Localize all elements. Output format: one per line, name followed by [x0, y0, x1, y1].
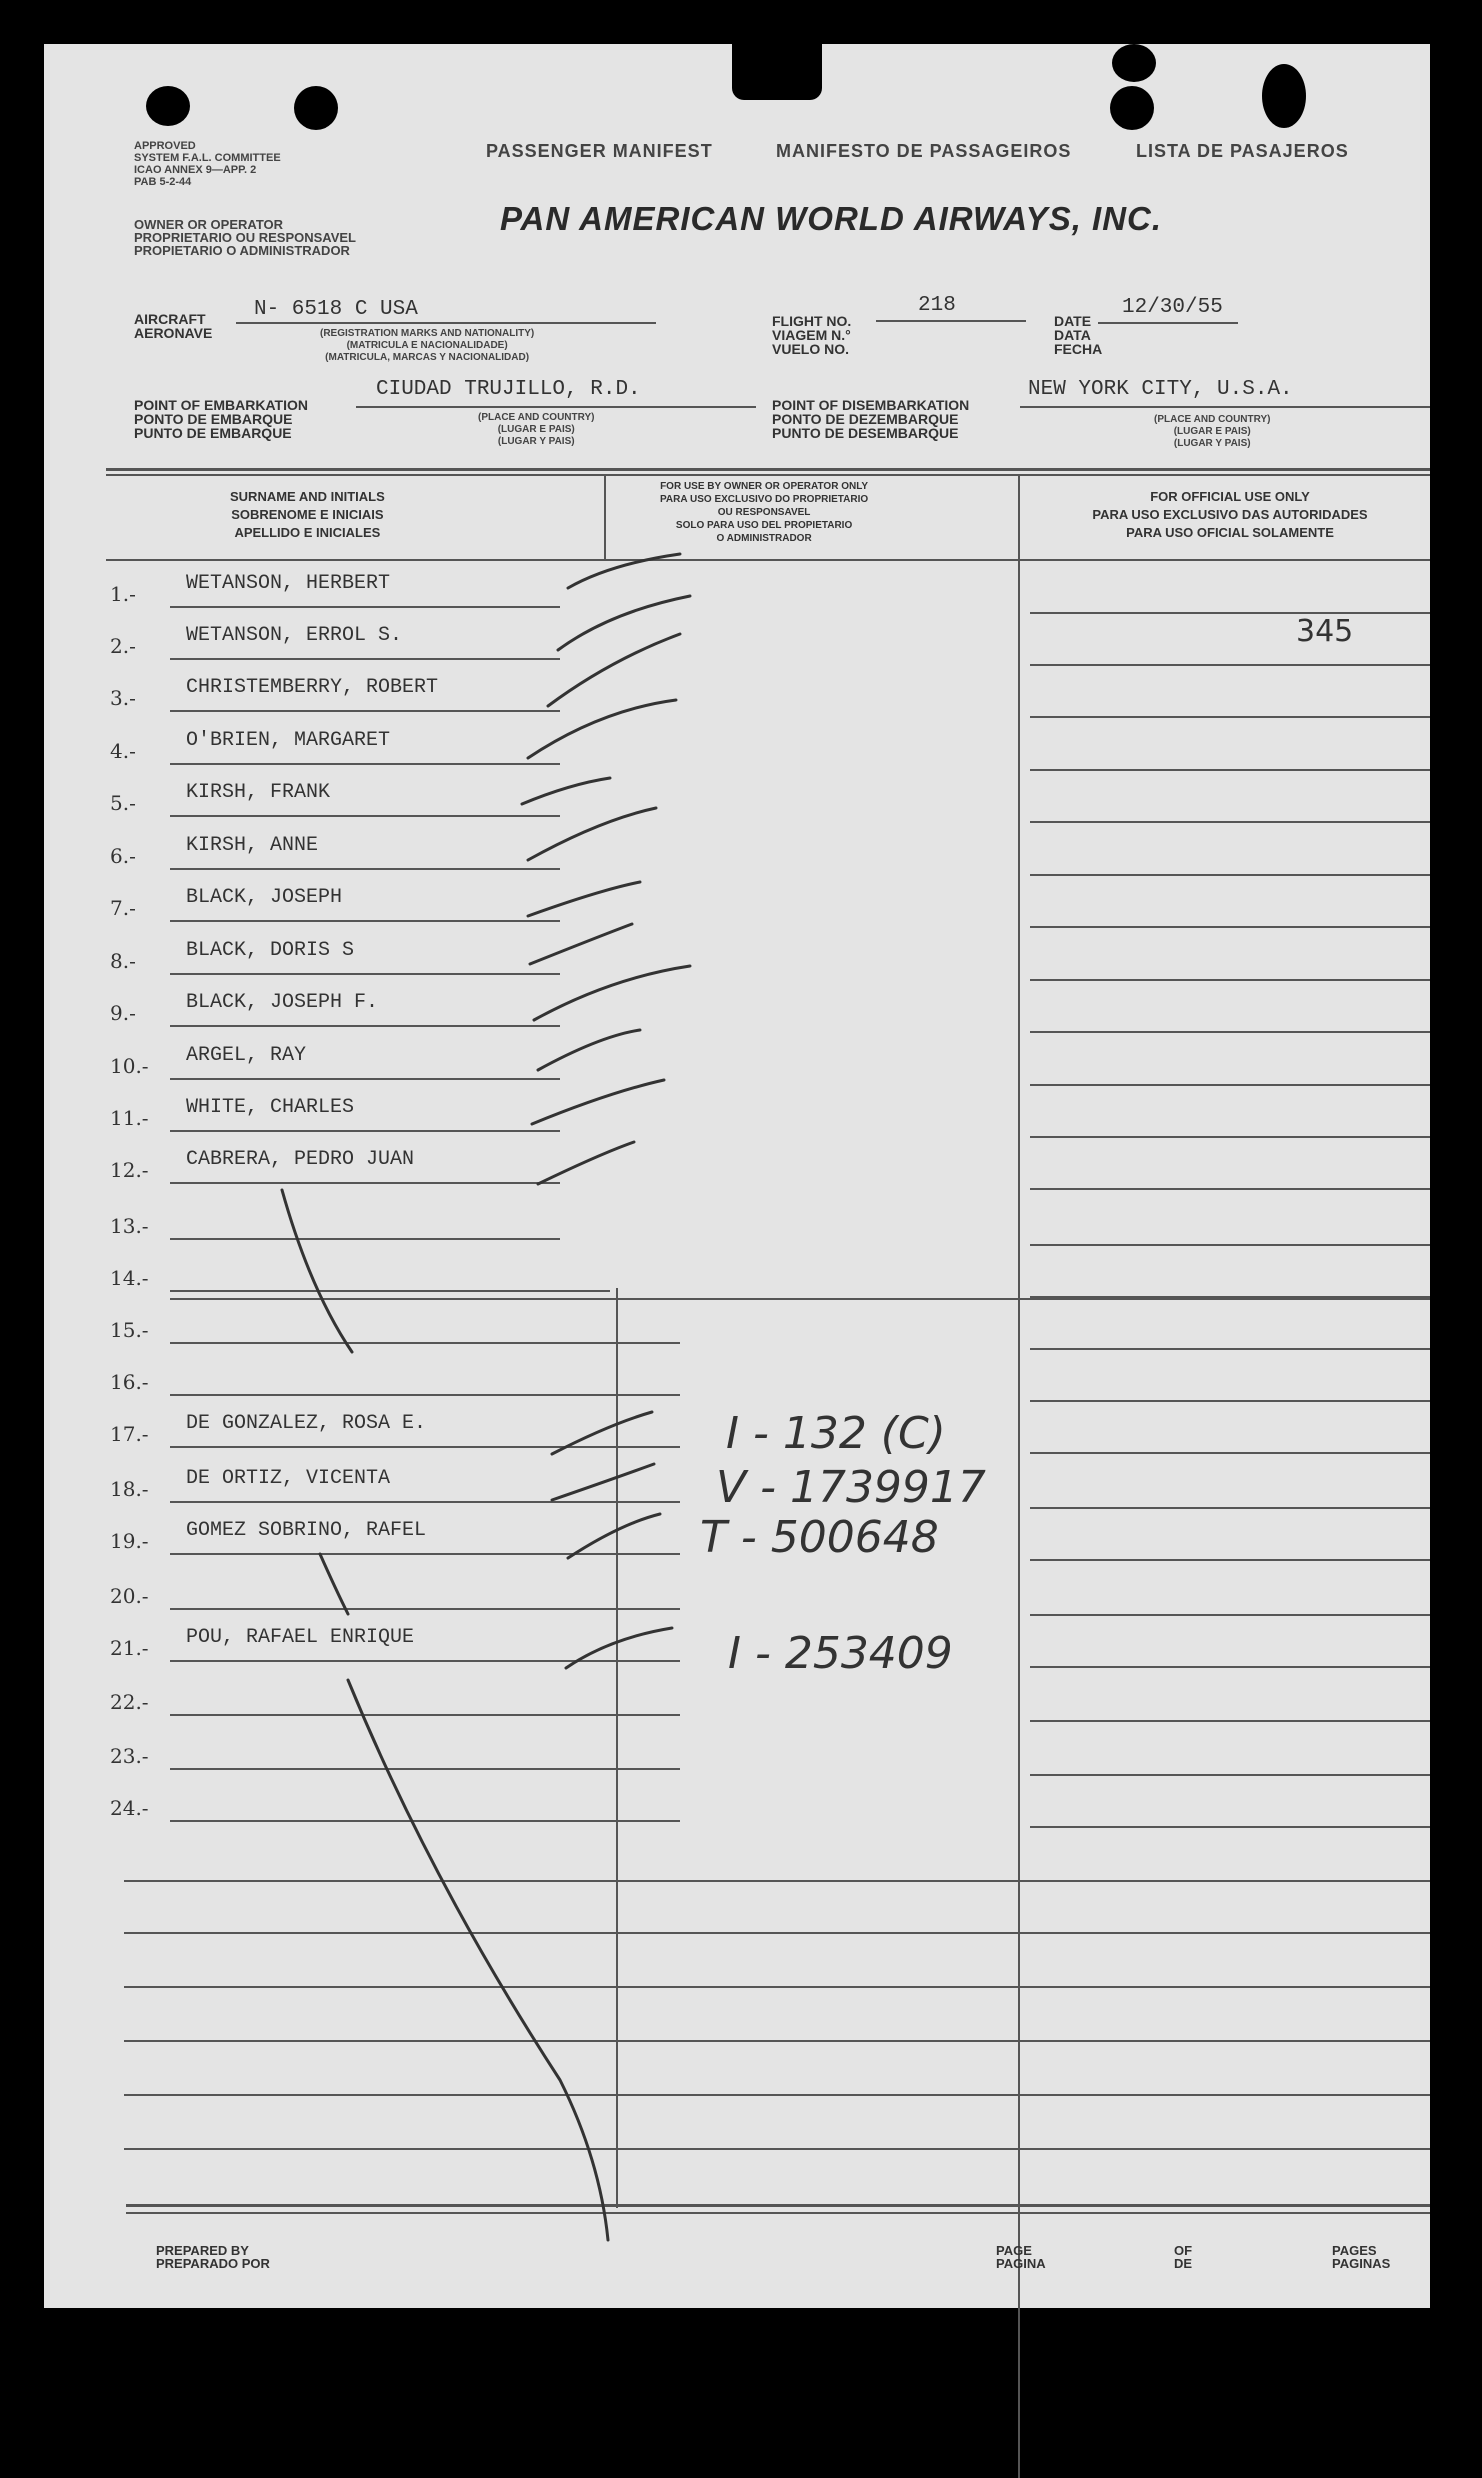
row-number: 9.- — [110, 1001, 136, 1025]
approval-line: APPROVED — [134, 140, 196, 152]
date-value: 12/30/55 — [1122, 296, 1223, 319]
disembarkation-label-line: PONTO DE DEZEMBARQUE — [772, 411, 959, 427]
row-number: 3.- — [110, 686, 136, 710]
row-number: 16.- — [110, 1370, 149, 1394]
tick-mark — [566, 1628, 672, 1668]
disembarkation-label-line: PUNTO DE DESEMBARQUE — [772, 425, 959, 441]
column-header-line: PARA USO EXCLUSIVO DAS AUTORIDADES — [1092, 507, 1368, 522]
row-number: 12.- — [110, 1158, 149, 1182]
column-header-line: SOLO PARA USO DEL PROPIETARIO — [675, 520, 853, 531]
column-header-line: APELLIDO E INICIALES — [234, 525, 381, 540]
column-header-line: PARA USO EXCLUSIVO DO PROPRIETARIO — [660, 494, 869, 505]
passenger-name: WHITE, CHARLES — [186, 1096, 355, 1119]
row-number: 1.- — [110, 582, 136, 606]
row-number: 15.- — [110, 1318, 149, 1342]
date-label-line: DATE — [1054, 313, 1092, 329]
row-number: 10.- — [110, 1054, 149, 1078]
column-header-line: OU RESPONSAVEL — [717, 507, 811, 518]
embarkation-label-line: PONTO DE EMBARQUE — [134, 411, 293, 427]
approval-line: PAB 5-2-44 — [134, 176, 192, 188]
aircraft-label-line: AIRCRAFT — [134, 311, 206, 327]
embarkation-note-line: (LUGAR Y PAIS) — [497, 436, 575, 447]
approval-line: SYSTEM F.A.L. COMMITTEE — [134, 152, 281, 164]
owner-label-line: PROPRIETARIO OU RESPONSAVEL — [134, 230, 356, 245]
passenger-name: KIRSH, ANNE — [186, 834, 319, 857]
passenger-name: POU, RAFAEL ENRIQUE — [186, 1626, 415, 1649]
passenger-name: ARGEL, RAY — [186, 1044, 307, 1067]
tick-mark — [528, 882, 640, 916]
row-number: 2.- — [110, 634, 136, 658]
passenger-name: BLACK, JOSEPH F. — [186, 991, 379, 1014]
row-number: 19.- — [110, 1529, 149, 1553]
flight-label-line: VUELO NO. — [772, 341, 850, 357]
tick-mark — [538, 1142, 634, 1184]
tick-mark — [528, 808, 656, 860]
pages-label — [1332, 2244, 1390, 2270]
disembarkation-note-line: (LUGAR Y PAIS) — [1173, 438, 1251, 449]
title-lista: LISTA DE PASAJEROS — [1136, 141, 1349, 161]
column-header-line: SOBRENOME E INICIAIS — [231, 507, 384, 522]
aircraft-label-line: AERONAVE — [134, 325, 213, 341]
footer-line: PAGINAS — [1332, 2256, 1391, 2271]
embarkation-label-line: POINT OF EMBARKATION — [134, 397, 308, 413]
aircraft-note-line: (MATRICULA E NACIONALIDADE) — [346, 340, 508, 351]
company-name: PAN AMERICAN WORLD AIRWAYS, INC. — [500, 200, 1163, 237]
row-number: 7.- — [110, 896, 136, 920]
handwritten-note: I - 132 (C) — [726, 1408, 946, 1459]
tick-mark — [552, 1412, 652, 1454]
column-header-line: O ADMINISTRADOR — [716, 533, 812, 544]
column-header-line: PARA USO OFICIAL SOLAMENTE — [1126, 525, 1334, 540]
passenger-name: DE GONZALEZ, ROSA E. — [186, 1412, 427, 1435]
owner-label-line: PROPIETARIO O ADMINISTRADOR — [134, 243, 350, 258]
row-number: 21.- — [110, 1636, 149, 1660]
passenger-name: CHRISTEMBERRY, ROBERT — [186, 676, 439, 699]
footer-line: PAGES — [1332, 2243, 1377, 2258]
embarkation-note-line: (LUGAR E PAIS) — [497, 424, 575, 435]
pen-stroke — [282, 1190, 352, 1352]
row-number: 18.- — [110, 1477, 149, 1501]
tick-mark — [522, 778, 610, 804]
row-number: 6.- — [110, 844, 136, 868]
aircraft-note-line: (REGISTRATION MARKS AND NATIONALITY) — [320, 328, 535, 339]
disembarkation-label-line: POINT OF DISEMBARKATION — [772, 397, 970, 413]
approval-line: ICAO ANNEX 9—APP. 2 — [134, 164, 257, 176]
owner-label-line: OWNER OR OPERATOR — [134, 217, 284, 232]
title-manifesto: MANIFESTO DE PASSAGEIROS — [776, 141, 1072, 161]
passenger-name: KIRSH, FRANK — [186, 781, 331, 804]
row-number: 20.- — [110, 1584, 149, 1608]
footer-line: DE — [1174, 2256, 1193, 2271]
tick-mark — [530, 924, 632, 964]
row-number: 23.- — [110, 1744, 149, 1768]
official-note: 345 — [1296, 614, 1354, 649]
row-number: 11.- — [110, 1106, 149, 1130]
tick-mark — [568, 554, 680, 588]
tick-mark — [528, 700, 676, 758]
date-label-line: FECHA — [1054, 341, 1103, 357]
aircraft-value: N- 6518 C USA — [254, 298, 418, 321]
row-number: 13.- — [110, 1214, 149, 1238]
aircraft-note-line: (MATRICULA, MARCAS Y NACIONALIDAD) — [325, 352, 530, 363]
column-header-line: SURNAME AND INITIALS — [230, 489, 385, 504]
passenger-name: BLACK, JOSEPH — [186, 886, 343, 909]
embarkation-label-line: PUNTO DE EMBARQUE — [134, 425, 292, 441]
passenger-name: WETANSON, ERROL S. — [186, 624, 403, 647]
tick-mark — [534, 966, 690, 1020]
date-label-line: DATA — [1054, 327, 1091, 343]
footer-line: OF — [1174, 2243, 1193, 2258]
tick-mark — [532, 1080, 664, 1124]
footer-line: PREPARED BY — [156, 2243, 249, 2258]
tick-mark — [558, 596, 690, 650]
row-number: 14.- — [110, 1266, 149, 1290]
passenger-name: O'BRIEN, MARGARET — [186, 729, 391, 752]
tick-mark — [552, 1464, 654, 1500]
handwritten-note: T - 500648 — [700, 1512, 939, 1563]
embarkation-note-line: (PLACE AND COUNTRY) — [478, 412, 595, 423]
flight-label-line: VIAGEM N.° — [772, 327, 851, 343]
column-header-line: FOR USE BY OWNER OR OPERATOR ONLY — [660, 481, 869, 492]
tick-mark — [568, 1514, 660, 1558]
pen-stroke — [320, 1554, 348, 1614]
disembarkation-note-line: (PLACE AND COUNTRY) — [1154, 414, 1271, 425]
prepared-by-label — [156, 2244, 270, 2270]
passenger-name: BLACK, DORIS S — [186, 939, 355, 962]
page-label — [996, 2244, 1046, 2270]
passenger-name: WETANSON, HERBERT — [186, 572, 391, 595]
pen-stroke — [348, 1680, 608, 2240]
disembarkation-value: NEW YORK CITY, U.S.A. — [1028, 378, 1293, 401]
footer-line: PREPARADO POR — [156, 2256, 270, 2271]
footer-line: PAGE — [996, 2243, 1032, 2258]
flight-value: 218 — [918, 294, 956, 317]
row-number: 5.- — [110, 791, 136, 815]
row-number: 4.- — [110, 739, 136, 763]
passenger-name: CABRERA, PEDRO JUAN — [186, 1148, 415, 1171]
row-number: 22.- — [110, 1690, 149, 1714]
embarkation-value: CIUDAD TRUJILLO, R.D. — [376, 378, 641, 401]
column-header-line: FOR OFFICIAL USE ONLY — [1150, 489, 1310, 504]
row-number: 8.- — [110, 949, 136, 973]
title-passenger-manifest: PASSENGER MANIFEST — [486, 141, 713, 161]
tick-mark — [538, 1030, 640, 1070]
flight-label-line: FLIGHT NO. — [772, 313, 852, 329]
of-label — [1174, 2244, 1192, 2270]
disembarkation-note-line: (LUGAR E PAIS) — [1173, 426, 1251, 437]
footer-line: PAGINA — [996, 2256, 1046, 2271]
passenger-name: GOMEZ SOBRINO, RAFEL — [186, 1519, 427, 1542]
handwritten-note: I - 253409 — [728, 1628, 953, 1679]
handwritten-note: V - 1739917 — [716, 1462, 986, 1513]
passenger-name: DE ORTIZ, VICENTA — [186, 1467, 391, 1490]
row-number: 24.- — [110, 1796, 149, 1820]
row-number: 17.- — [110, 1422, 149, 1446]
